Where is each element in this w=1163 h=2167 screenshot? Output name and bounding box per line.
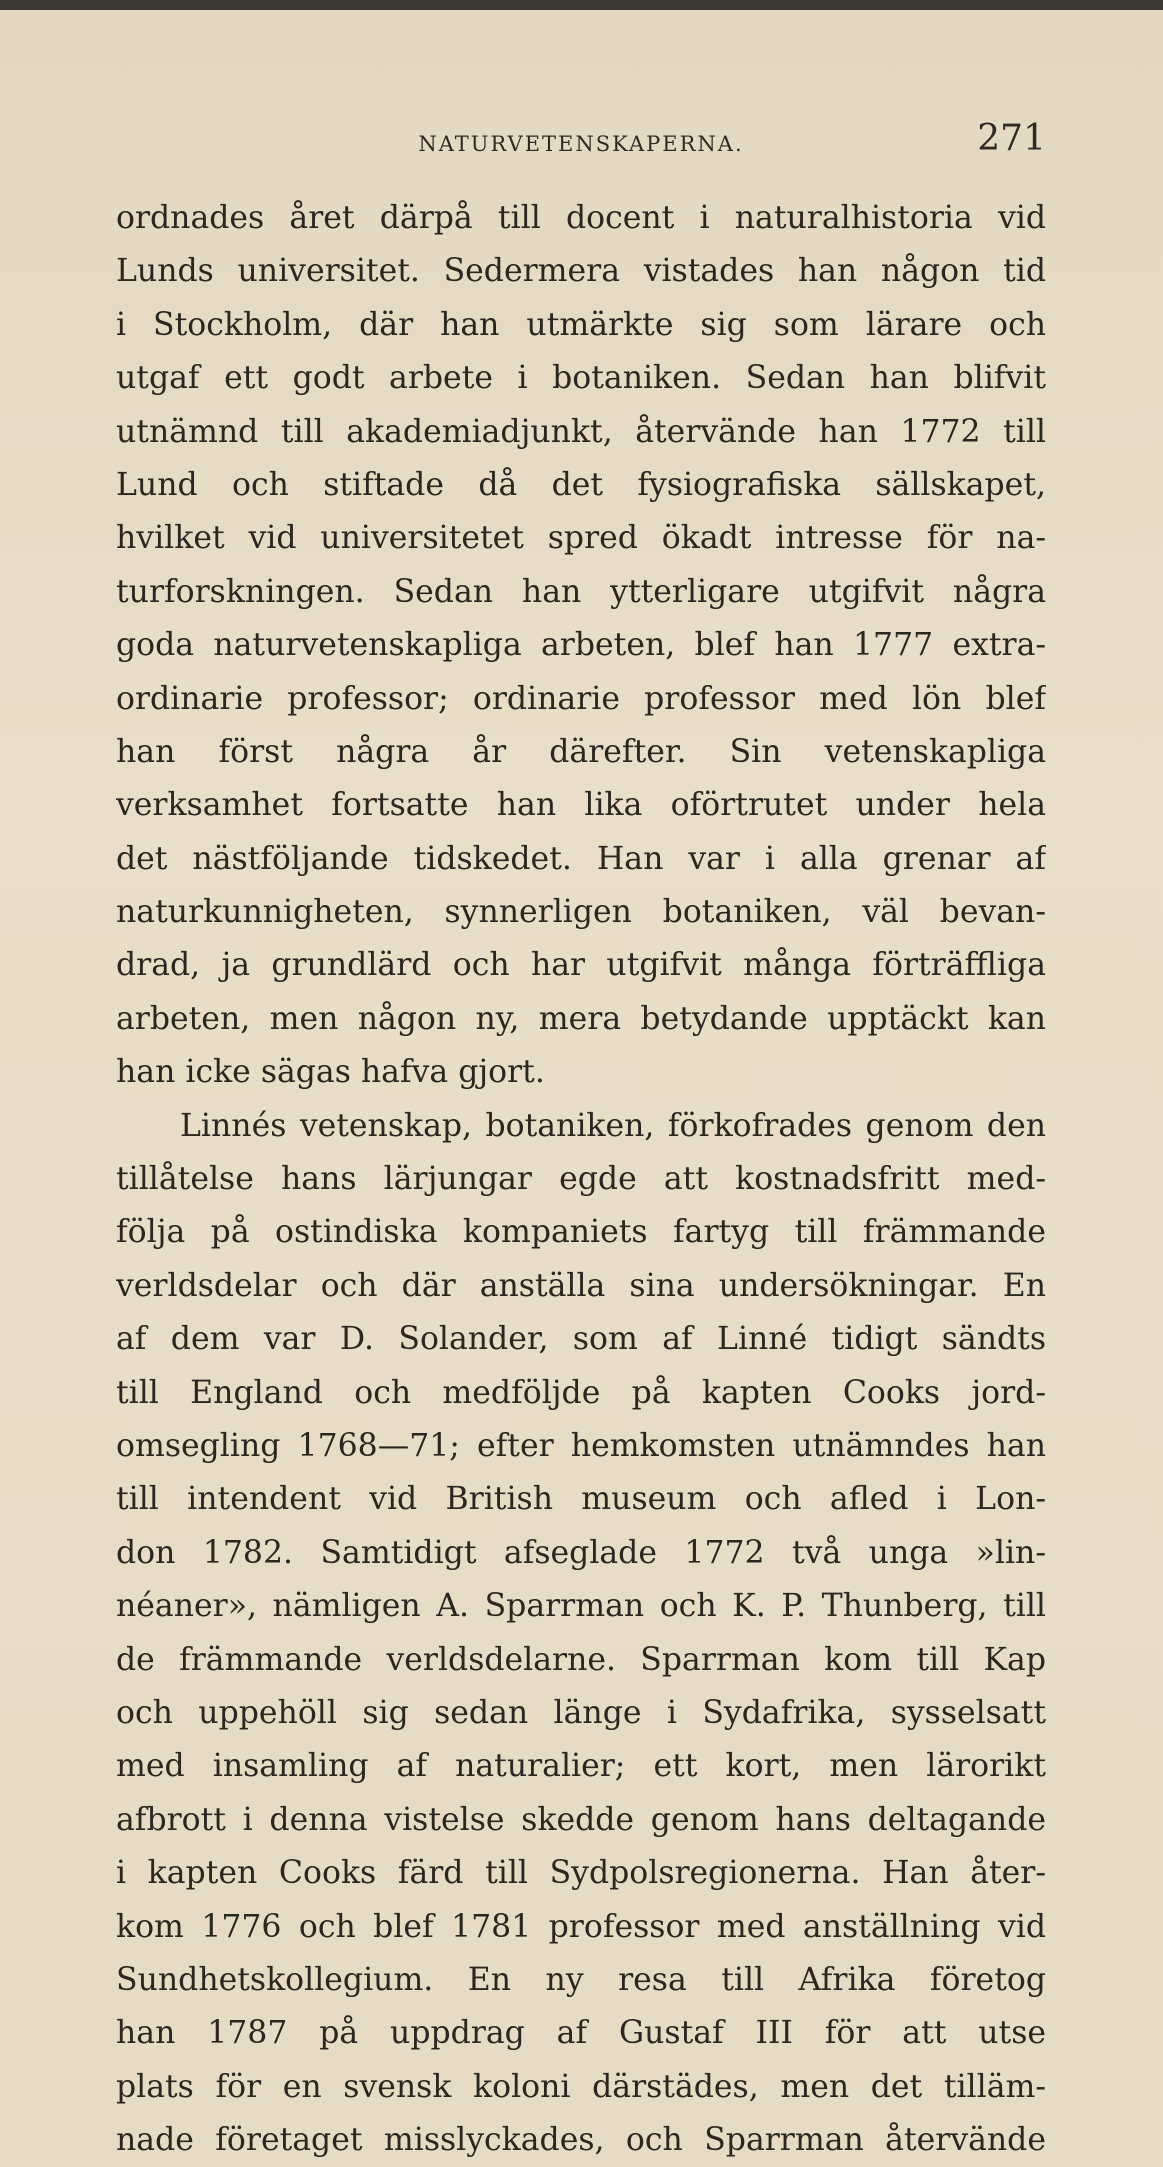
text-line: i kapten Cooks färd till Sydpolsregionerna. Han åter- [116, 1855, 1046, 1892]
text-line: det nästföljande tidskedet. Han var i alla grenar af [116, 840, 1046, 877]
paragraph-start-line: Linnés vetenskap, botaniken, förkofrades genom den [180, 1107, 1046, 1144]
text-line: följa på ostindiska kompaniets fartyg till främmande [116, 1214, 1046, 1251]
paragraph-end-line: han icke sägas hafva gjort. [116, 1054, 545, 1091]
scan-top-edge [0, 0, 1163, 10]
text-line: arbeten, men någon ny, mera betydande upptäckt kan [116, 1000, 1046, 1037]
text-line: nade företaget misslyckades, och Sparrman återvände [116, 2122, 1046, 2159]
text-line: hvilket vid universitetet spred ökadt intresse för na- [116, 520, 1046, 557]
text-line: Lunds universitet. Sedermera vistades han någon tid [116, 253, 1046, 290]
text-line: han först några år därefter. Sin vetenskapliga [116, 733, 1046, 770]
text-line: omsegling 1768—71; efter hemkomsten utnämndes han [116, 1427, 1046, 1464]
text-line: verldsdelar och där anställa sina undersökningar. En [116, 1267, 1046, 1304]
text-line: af dem var D. Solander, som af Linné tidigt sändts [116, 1321, 1046, 1358]
text-line: plats för en svensk koloni därstädes, men det tilläm- [116, 2068, 1046, 2105]
text-line: utgaf ett godt arbete i botaniken. Sedan han blifvit [116, 360, 1046, 397]
page-number: 271 [977, 118, 1046, 159]
text-line: Sundhetskollegium. En ny resa till Afrika företog [116, 1961, 1046, 1998]
text-line: don 1782. Samtidigt afseglade 1772 två unga »lin- [116, 1534, 1046, 1571]
text-line: verksamhet fortsatte han lika oförtrutet under hela [116, 787, 1046, 824]
text-line: ordinarie professor; ordinarie professor med lön blef [116, 680, 1046, 717]
text-line: kom 1776 och blef 1781 professor med anställning vid [116, 1908, 1046, 1945]
text-line: ordnades året därpå till docent i naturalhistoria vid [116, 200, 1046, 236]
running-title: NATURVETENSKAPERNA. [418, 132, 744, 156]
text-line: drad, ja grundlärd och har utgifvit många förträffliga [116, 947, 1046, 984]
text-line: de främmande verldsdelarne. Sparrman kom till Kap [116, 1641, 1046, 1678]
page-header [116, 118, 1046, 162]
text-line: afbrott i denna vistelse skedde genom hans deltagande [116, 1801, 1046, 1838]
text-line: och uppehöll sig sedan länge i Sydafrika, sysselsatt [116, 1694, 1046, 1731]
text-line: goda naturvetenskapliga arbeten, blef han 1777 extra- [116, 627, 1046, 664]
text-line: tillåtelse hans lärjungar egde att kostnadsfritt med- [116, 1161, 1046, 1198]
text-line: utnämnd till akademiadjunkt, återvände han 1772 till [116, 413, 1046, 450]
text-line: med insamling af naturalier; ett kort, men lärorikt [116, 1748, 1046, 1785]
body-text [116, 192, 1046, 2167]
text-line: Lund och stiftade då det fysiografiska sällskapet, [116, 466, 1046, 503]
text-line: han 1787 på uppdrag af Gustaf III för att utse [116, 2015, 1046, 2052]
text-line: naturkunnigheten, synnerligen botaniken, väl bevan- [116, 894, 1046, 931]
text-line: till intendent vid British museum och afled i Lon- [116, 1481, 1046, 1518]
text-line: turforskningen. Sedan han ytterligare utgifvit några [116, 573, 1046, 610]
text-line: néaner», nämligen A. Sparrman och K. P. Thunberg, till [116, 1588, 1046, 1625]
text-line: i Stockholm, där han utmärkte sig som lärare och [116, 306, 1046, 343]
text-line: till England och medföljde på kapten Cooks jord- [116, 1374, 1046, 1411]
